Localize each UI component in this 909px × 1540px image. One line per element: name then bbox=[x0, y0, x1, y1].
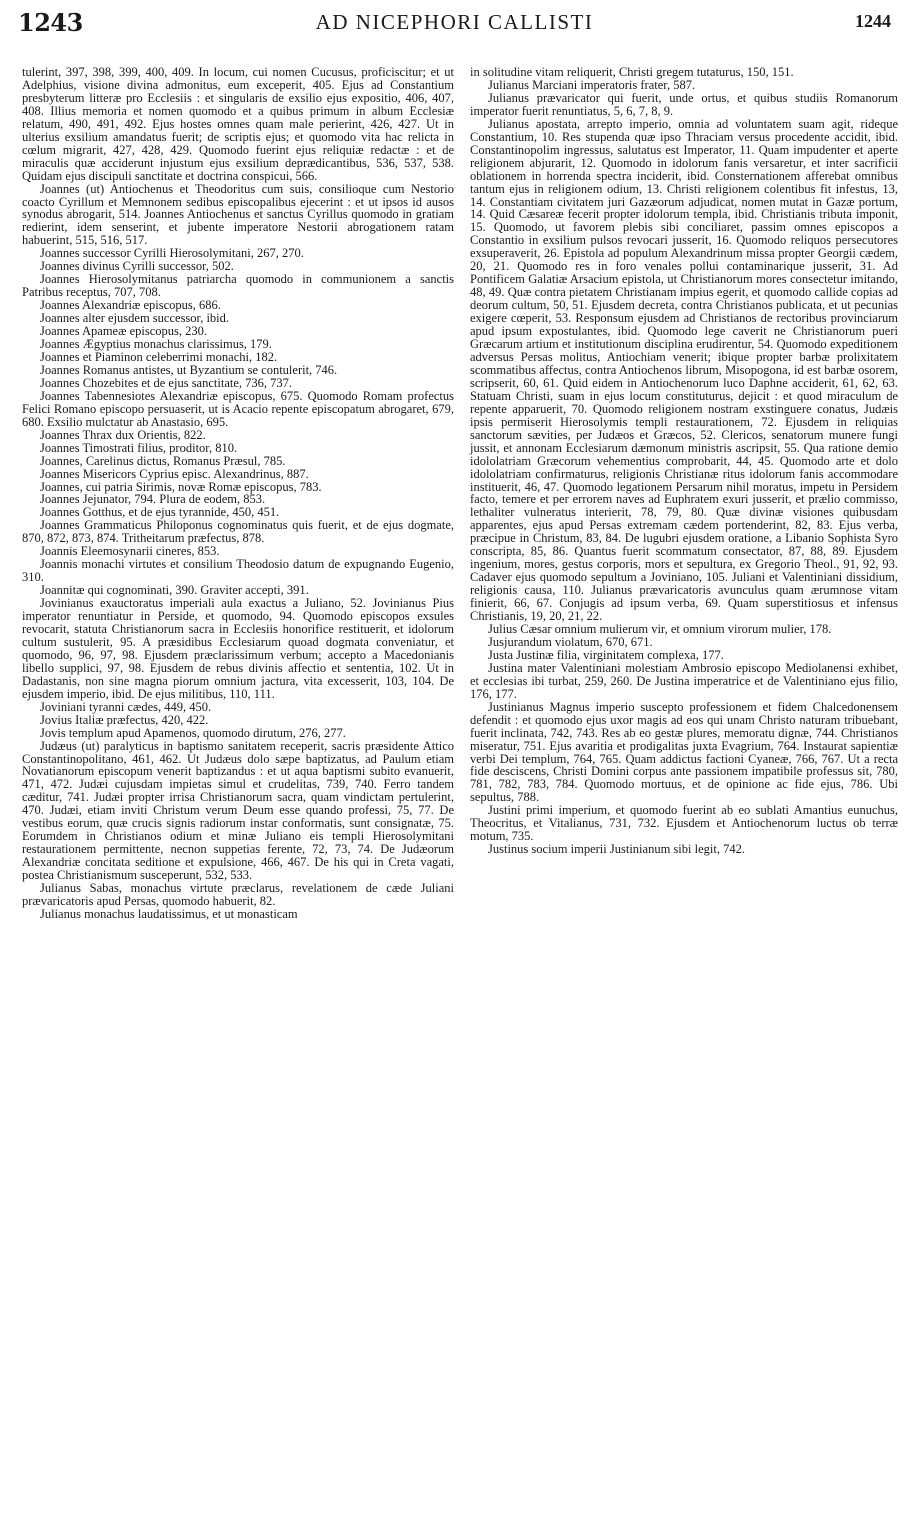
index-entry: Judæus (ut) paralyticus in baptismo sanitatem receperit, sacris præsidente Attico Constantinopolitano, 461, 462. Ut Judæus dolo sæpe baptizatus, ad Paulum etiam Novatianorum episcopum venerit baptizandus : et ut aqua baptismi subito evanuerit, 471, 472. Judæi cujusdam impietas simul et crudelitas, 739, 740. Ferro tandem cæditur, 741. Judæi propter irrisa Christianorum sacra, quam vindictam pertulerint, 470. Judæi, etiam inviti Christum verum Deum esse quando professi, 75, 77. De vestibus eorum, quæ crucis signis radiorum instar conformatis, sunt consignatæ, 75. Eorumdem in Christianos odium et minæ Juliano eis templi Hierosolymitani restaurationem permittente, necnon suppetias ferente, 72, 73, 74. De Judæorum Alexandriæ concitata seditione et expulsione, 466, 467. De his qui in Creta vagati, postea Christianismum susceperunt, 532, 533. bbox=[22, 738, 454, 883]
index-entry: Julianus apostata, arrepto imperio, omnia ad voluntatem suam agit, rideque Constantium, 10. Res stupenda quæ ipso Thraciam versus procedente accidit, ibid. Constantinopolim ingressus, salutatus est Imperator, 11. Quam impudenter et aperte religionem abjurarit, 12. Quomodo in idolorum fanis versaretur, et inter sacrificii oblationem in horrenda spectra inciderit, ibid. Consternationem afferebat omnibus tantum ejus in religionem odium, 13. Christi religionem colentibus fit infestus, 13, 14. Constantiam civitatem juri Gazæorum adjudicat, nomen mutat in Gazæ portum, 14. Quid Cæsareæ fecerit propter idolorum templa, ibid. Christianis tributa imponit, 15. Quomodo, ut favorem plebis sibi conciliaret, passim omnes episcopos a Constantio in exsilium pulsos revocari jusserit, 16. Quomodo reliquos persecutores exsuperaverit, 26. Epistola ad populum Alexandrinum missa propter Georgii cædem, 20, 21. Quomodo res in foro venales pollui contaminarique jusserit, 31. Ad Pontificem Galatiæ Arsacium epistola, ut Christianorum mores consectetur imitando, 48, 49. Quæ contra pietatem Christianam impius egerit, et quomodo callide copias ad deorum cultum, 50, 51. Ejusdem decreta, contra Christianos publicata, et ut pecunias exigere cœperit, 53. Responsum ejusdem ad Christianos de rectoribus provinciarum apud ipsum expostulantes, ibid. Quomodo lege caverit ne Christianorum pueri Græcarum artium et institutionum disciplina erudirentur, 54. Quomodo expeditionem adversus Persas molitus, Antiochiam venerit; ibique propter barbæ prolixitatem scommatibus affectus, contra Antiochenos librum, Misopogona, id est barbæ osorem, scripserit, 60, 61. Quid eidem in Antiochenorum luco Daphne acciderit, 61, 62, 63. Statuam Christi, suam in ejus locum constituturus, dejicit : et quod miraculum de repente apparuerit, 70. Quomodo religionem nostram exstinguere conatus, Judæis ipsis permiserit Hierosolymis templi restaurationem, 72. Ejusdem in reliquias sanctorum sævities, per Judæos et Græcos, 52. Clericos, senatorum munere fungi jussit, et annonam Ecclesiarum dæmonum ministris ascripsit, 55. Qua ratione demio idololatriam Græcorum vehementius comprobarit, 44, 45. Quomodo arte et dolo idololatriam confirmaturus, religionis Christianæ ritus idolorum fanis accommodare instituerit, 46, 47. Quomodo legationem Persarum nihil moratus, impetu in Persidem facto, temere et per errorem naves ad Euphratem exuri jusserit, et prælio commisso, lethaliter vulneratus interierit, 78, 79, 80. Quæ divinæ visiones quibusdam apparentes, ejus apud Persas extremam cædem portenderint, 82, 83. Ejus verba, præcipue in Christum, 83, 84. De lugubri ejusdem oratione, a Libanio Sophista Syro conscripta, 85, 86. Quantus fuerit scommatum consectator, 87, 88, 89. Ejusdem ingenium, mores, gestus corporis, mors et sepultura, ex Gregorio Theol., 91, 92, 93. Cadaver ejus quomodo sepultum a Joviniano, 105. Juliani et Valentiniani dissidium, religionis causa, 110. Julianus prævaricatoris avunculus quam ærumnose vitam finierit, 66, 67. Conjugis ad ipsum verba, 69. Quam superstitiosus et infensus Christianis, 19, 20, 21, 22. bbox=[470, 116, 898, 624]
index-entry: Joannes et Piaminon celeberrimi monachi, 182. bbox=[40, 349, 278, 364]
page-number-right: 1244 bbox=[855, 11, 891, 31]
index-entry: Justinus socium imperii Justinianum sibi legit, 742. bbox=[488, 842, 745, 857]
index-entry: Jovius Italiæ præfectus, 420, 422. bbox=[40, 712, 209, 727]
index-entry: Justini primi imperium, et quomodo fuerint ab eo sublati Amantius eunuchus, Theocritus, et Vitalianus, 731, 732. Ejusdem et Antiochenorum luctus ob terræ motum, 735. bbox=[470, 803, 898, 844]
index-entry: Julianus monachus laudatissimus, et ut monasticam bbox=[40, 906, 298, 921]
index-entry: Jusjurandum violatum, 670, 671. bbox=[488, 634, 653, 649]
right-column bbox=[470, 66, 898, 856]
index-entry: Jovinianus exauctoratus imperiali aula exactus a Juliano, 52. Jovinianus Pius imperator renuntiatur in Perside, et quomodo, 94. Quomodo episcopos exsules revocarit, statuta Christianorum sacra in Ecclesiis honorifice restituerit, et idolorum cultum sustulerit, 95. A præsidibus Ecclesiarum quoad dogmata conveniatur, et quomodo, 96, 97, 98. Ejusdem præclarissimum verbum; accepto a Macedonianis libello supplici, 97, 98. Ejusdem de rebus divinis affectio et sententia, 102. Ut in Dadastanis, non sine magna piorum omnium jactura, vita excesserit, 103, 104. De ejusdem imperio, ibid. De ejus militibus, 110, 111. bbox=[22, 596, 454, 701]
index-entry: Joannes Romanus antistes, ut Byzantium se contulerit, 746. bbox=[40, 362, 338, 377]
index-entry: Julianus prævaricator qui fuerit, unde ortus, et quibus studiis Romanorum imperator fuerit renuntiatus, 5, 6, 7, 8, 9. bbox=[470, 90, 898, 118]
index-entry: Julius Cæsar omnium mulierum vir, et omnium virorum mulier, 178. bbox=[488, 621, 832, 636]
index-entry: Joannes divinus Cyrilli successor, 502. bbox=[40, 259, 234, 274]
index-entry: Joannes Misericors Cyprius episc. Alexandrinus, 887. bbox=[40, 466, 309, 481]
index-entry: Julianus Marciani imperatoris frater, 587. bbox=[488, 77, 696, 92]
index-entry: Joannes (ut) Antiochenus et Theodoritus cum suis, consilioque cum Nestorio coacto Cyrillum et Memnonem sedibus episcopalibus ejecerint : et ut ipsos id ausos synodus abrogarit, 514. Joannes Antiochenus et sanctus Cyrillus quomodo in gratiam redierint, idem senserint, et jubente imperatore Nestorii abrogationem ratam habuerint, 515, 516, 517. bbox=[22, 181, 454, 248]
index-entry: Justinianus Magnus imperio suscepto professionem et fidem Chalcedonensem defendit : et quomodo ejus uxor magis ad eos qui unam Christo naturam tribuebant, fuerit inclinata, 742, 743. Res ab eo gestæ plures, memoratu dignæ, 744. Christianos miseratur, 751. Ejus avaritia et prodigalitas juxta Evagrium, 764. Instaurat sapientiæ verbi Dei templum, 764, 765. Quam addictus factioni Cyaneæ, 766, 767. Ut a recta fide desciscens, Christi Domini corpus ante passionem impatibile professus sit, 780, 781, 782, 783, 784. Quomodo mortuus, et de opinione ac fide ejus, 786. Ubi sepultus, 788. bbox=[470, 699, 898, 805]
running-header bbox=[18, 8, 891, 40]
index-entry: Joannes Grammaticus Philoponus cognominatus quis fuerit, et de ejus dogmate, 870, 872, 873, 874. Tritheitarum præfectus, 878. bbox=[22, 518, 454, 546]
running-title: AD NICEPHORI CALLISTI bbox=[315, 10, 594, 34]
page-number-left: 1243 bbox=[18, 8, 83, 37]
index-entry: Joannes Hierosolymitanus patriarcha quomodo in communionem a sanctis Patribus receptus, 707, 708. bbox=[22, 272, 454, 300]
index-entry: Joannis monachi virtutes et consilium Theodosio datum de expugnando Eugenio, 310. bbox=[22, 557, 454, 585]
index-entry: Joannes Apameæ episcopus, 230. bbox=[40, 324, 207, 339]
index-entry: Joannes alter ejusdem successor, ibid. bbox=[40, 311, 230, 326]
index-entry: Justina mater Valentiniani molestiam Ambrosio episcopo Mediolanensi exhibet, et ecclesias ibi turbat, 259, 260. De Justina imperatrice et de Valentiniano ejus filio, 176, 177. bbox=[470, 660, 898, 701]
index-entry: Joannes, Carelinus dictus, Romanus Præsul, 785. bbox=[40, 453, 286, 468]
index-entry: Julianus Sabas, monachus virtute præclarus, revelationem de cæde Juliani prævaricatoris apud Persas, quomodo habuerit, 82. bbox=[22, 881, 454, 908]
index-entry: Joannes Jejunator, 794. Plura de eodem, 853. bbox=[40, 492, 266, 507]
index-entry: Joannitæ qui cognominati, 390. Graviter accepti, 391. bbox=[40, 583, 309, 598]
index-entry: Joannes Chozebites et de ejus sanctitate, 736, 737. bbox=[40, 375, 293, 390]
index-entry: Joannes Ægyptius monachus clarissimus, 179. bbox=[40, 337, 272, 352]
index-entry: Joannes, cui patria Sirimis, novæ Romæ episcopus, 783. bbox=[40, 479, 322, 494]
index-entry: Jovis templum apud Apamenos, quomodo dirutum, 276, 277. bbox=[40, 725, 346, 740]
index-entry: Joannes Alexandriæ episcopus, 686. bbox=[40, 298, 221, 313]
index-entry: Joannis Eleemosynarii cineres, 853. bbox=[40, 544, 220, 559]
index-entry: tulerint, 397, 398, 399, 400, 409. In locum, cui nomen Cucusus, proficiscitur; et ut Adelphius, visione divina admonitus, eum exceperit, 405. Ejus ad Constantium presbyterum litteræ pro Ecclesiis : et singularis de exsilio ejus expositio, 406, 407, 408. Illius memoria et nomen quomodo et a quibus primum in album Ecclesiæ relatum, 490, 491, 492. Ejus hostes omnes quam male perierint, 426, 427. Ut in ulterius exsilium amandatus fuerit; de scriptis ejus; et quomodo vita hac relicta in cœlum migrarit, 427, 428, 429. Quomodo fuerint ejus reliquiæ redactæ : et de miraculis quæ acciderunt injustum ejus exsilium deprædicantibus, 536, 537, 538. Quidam ejus discipuli sanctitate et doctrina conspicui, 566. bbox=[22, 65, 454, 183]
index-entry: Joannes Gotthus, et de ejus tyrannide, 450, 451. bbox=[40, 505, 280, 520]
index-entry: Joviniani tyranni cædes, 449, 450. bbox=[40, 699, 212, 714]
index-entry: Justa Justinæ filia, virginitatem complexa, 177. bbox=[488, 647, 724, 662]
index-entry: in solitudine vitam reliquerit, Christi gregem tutaturus, 150, 151. bbox=[470, 65, 794, 79]
index-entry: Joannes Timostrati filius, proditor, 810. bbox=[40, 440, 238, 455]
index-entry: Joannes Thrax dux Orientis, 822. bbox=[40, 427, 206, 442]
left-column bbox=[22, 66, 454, 921]
index-entry: Joannes Tabennesiotes Alexandriæ episcopus, 675. Quomodo Romam profectus Felici Romano episcopo persuaserit, ut is Acacio repente episcopatum abrogaret, 679, 680. Exsilio mulctatur ab Anastasio, 695. bbox=[22, 388, 454, 429]
index-entry: Joannes successor Cyrilli Hierosolymitani, 267, 270. bbox=[40, 246, 304, 261]
